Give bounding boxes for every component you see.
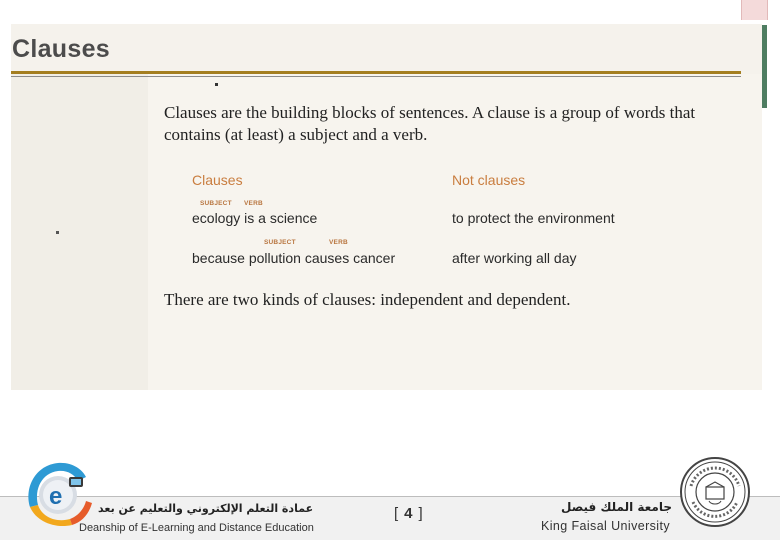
not-clauses-heading: Not clauses: [452, 172, 526, 188]
university-arabic: جامعة الملك فيصل: [561, 500, 673, 514]
deanship-arabic: عمادة التعلم الإلكتروني والتعليم عن بعد: [98, 502, 314, 515]
speck: [56, 231, 59, 234]
title-rule: [11, 71, 741, 74]
footer-divider: [0, 496, 780, 497]
clause-example-1: ecology is a science: [192, 210, 318, 226]
svg-text:e: e: [49, 483, 63, 510]
university-english: King Faisal University: [541, 519, 670, 533]
clause-example-2: because pollution causes cancer: [192, 250, 396, 266]
title-band: [11, 24, 762, 74]
subject-tag: SUBJECT: [264, 239, 296, 246]
verb-tag: VERB: [244, 200, 263, 207]
corner-decoration-green: [762, 25, 767, 108]
not-clause-example-1: to protect the environment: [452, 210, 615, 226]
clauses-heading: Clauses: [192, 172, 243, 188]
page-number-value: 4: [404, 505, 413, 522]
not-clause-example-2: after working all day: [452, 250, 577, 266]
subject-tag: SUBJECT: [200, 200, 232, 207]
page-margin-shade: [11, 24, 148, 390]
university-seal-icon: [679, 456, 751, 528]
speck: [215, 83, 218, 86]
verb-tag: VERB: [329, 239, 348, 246]
title-rule-thin: [11, 76, 741, 77]
page-title: Clauses: [12, 35, 110, 63]
deanship-english: Deanship of E-Learning and Distance Education: [79, 522, 314, 534]
outro-paragraph: There are two kinds of clauses: independent and dependent.: [164, 290, 571, 309]
scanned-page: [11, 24, 762, 390]
intro-paragraph: Clauses are the building blocks of sentences. A clause is a group of words that contains (at least) a subject and a verb.: [164, 103, 696, 144]
corner-decoration-pink: [741, 0, 768, 20]
elearning-logo-icon: [22, 457, 92, 527]
page-number: [ 4 ]: [394, 505, 423, 522]
